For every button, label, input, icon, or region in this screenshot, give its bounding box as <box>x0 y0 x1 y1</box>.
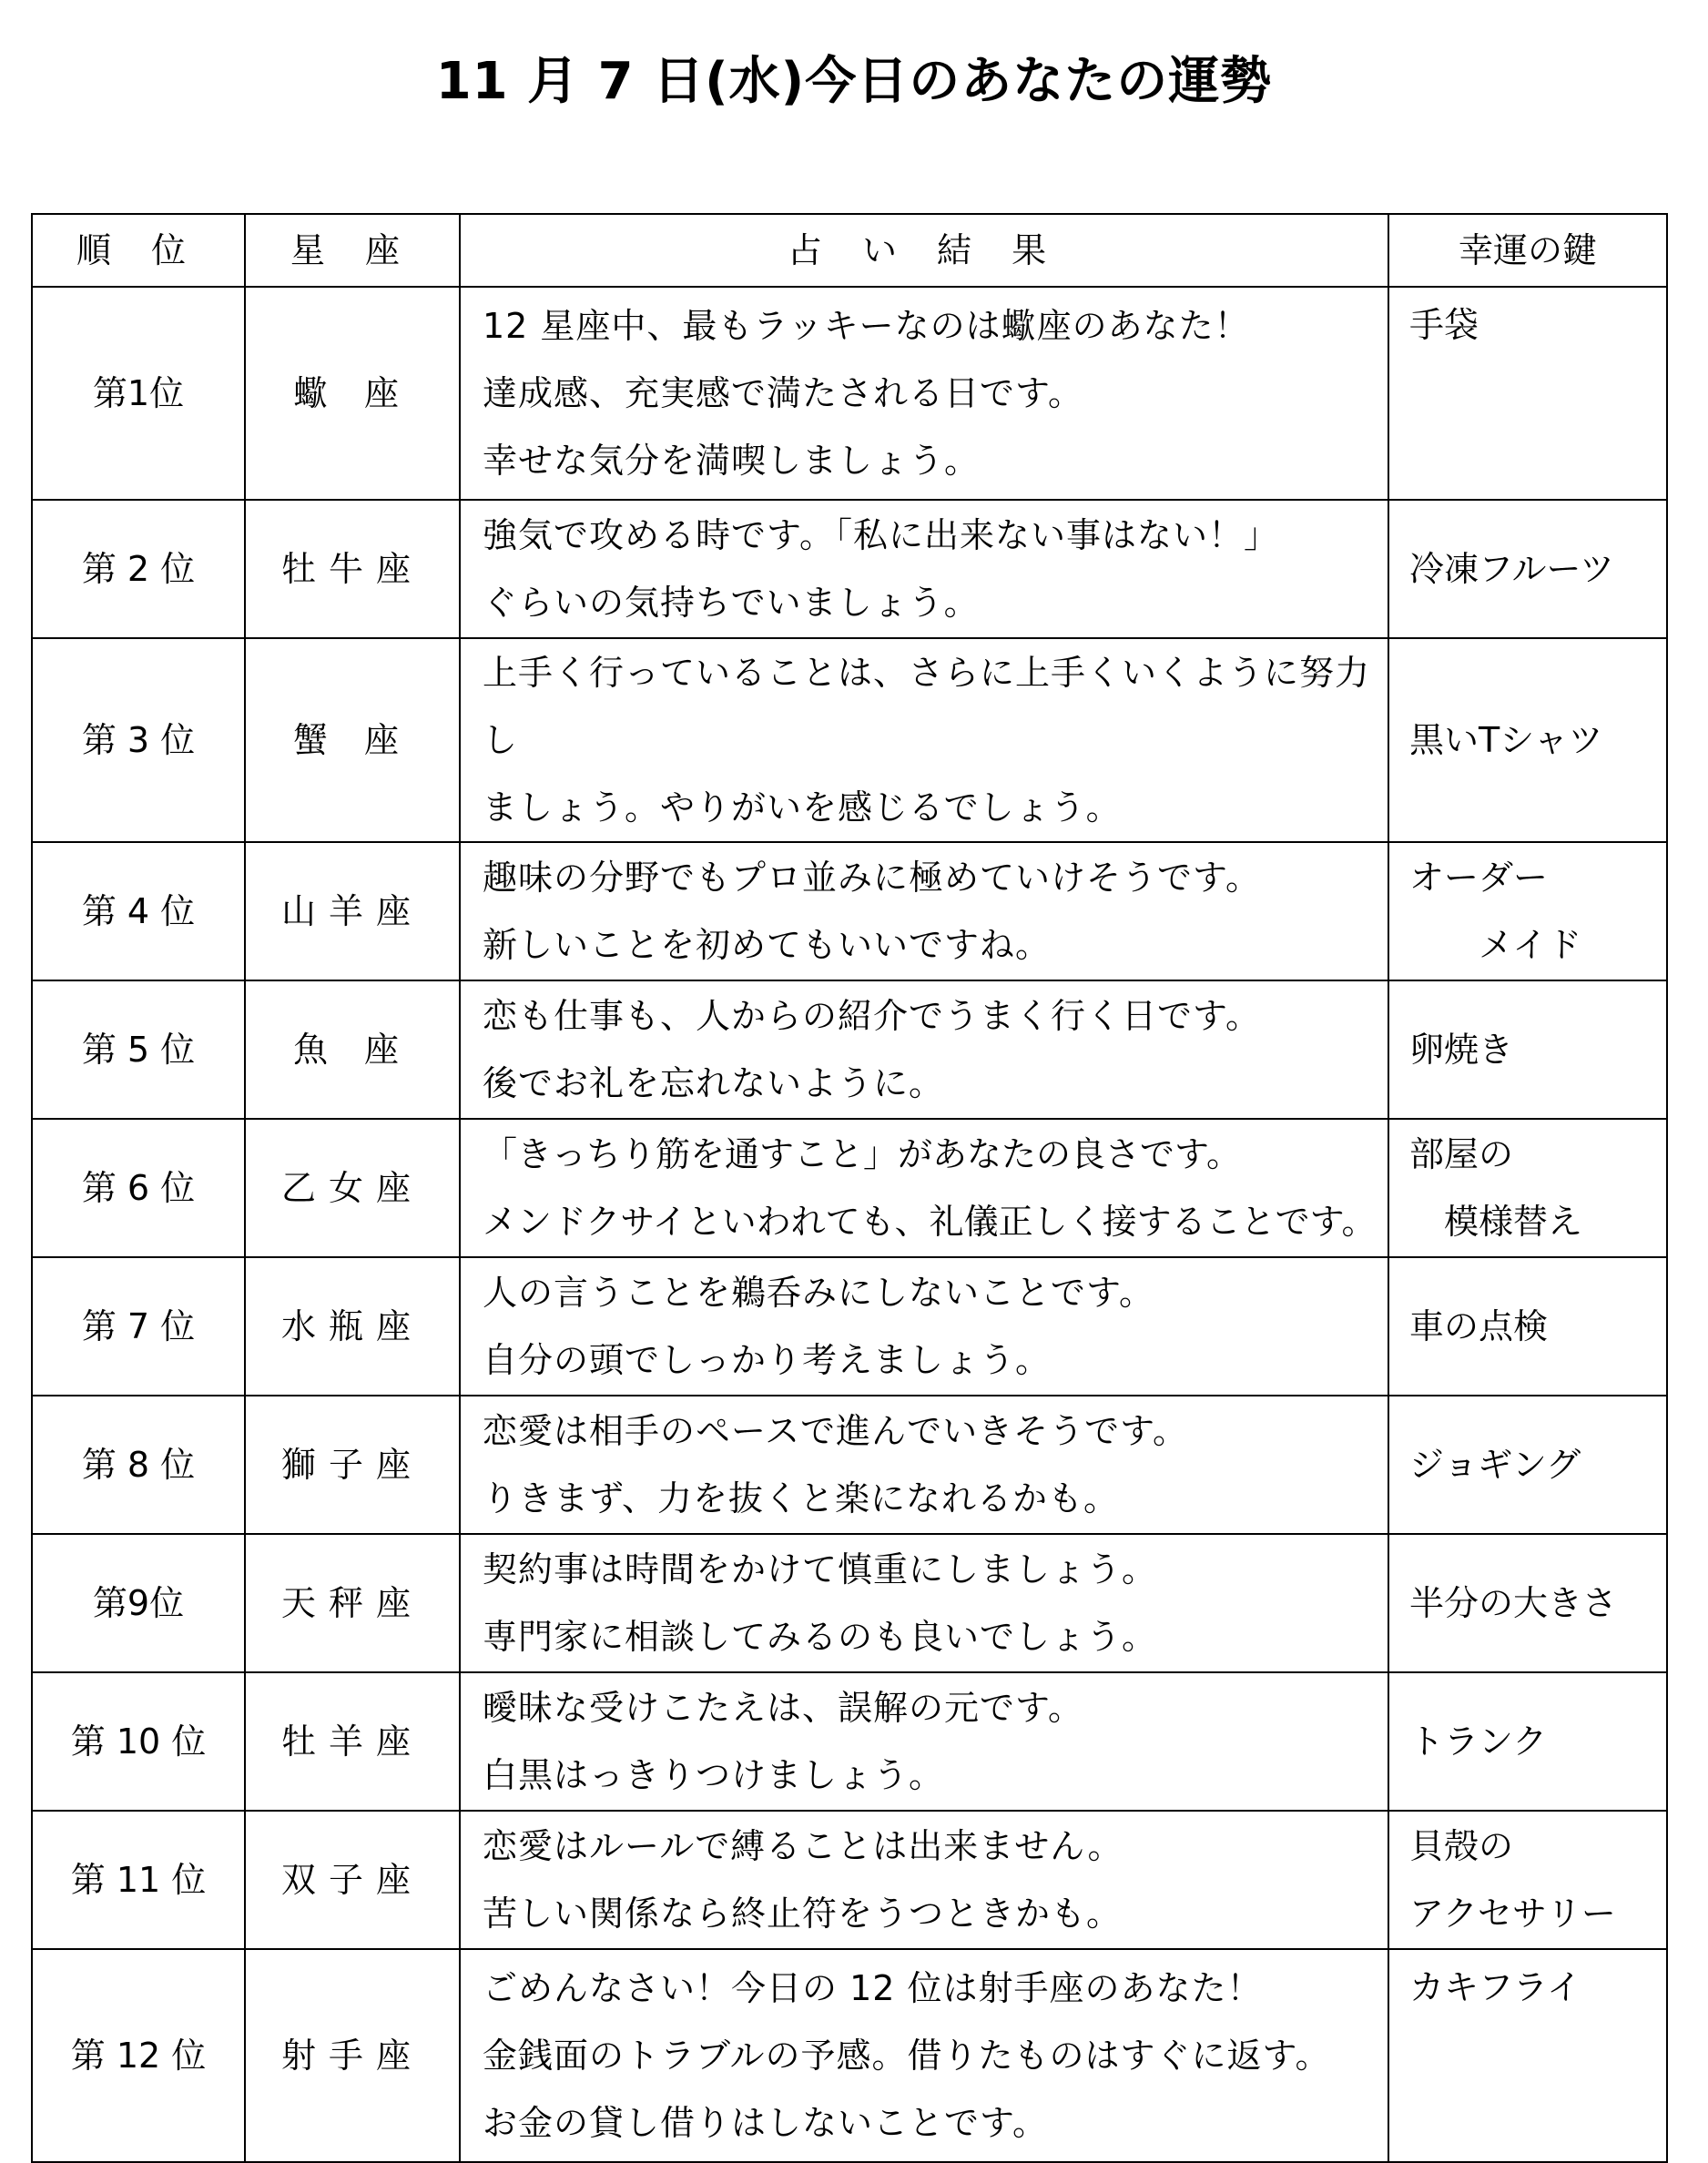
rank-cell: 第 12 位 <box>32 1949 245 2162</box>
result-cell: 強気で攻める時です。「私に出来ない事はない！」 ぐらいの気持ちでいましょう。 <box>460 500 1388 638</box>
rank-cell: 第9位 <box>32 1534 245 1672</box>
lucky-key-cell: 部屋の 模様替え <box>1388 1119 1667 1257</box>
sign-cell: 蠍 座 <box>245 287 460 500</box>
lucky-key-cell: 貝殻の アクセサリー <box>1388 1811 1667 1949</box>
table-row <box>32 1534 1667 1672</box>
table-row <box>32 1119 1667 1257</box>
lucky-key-cell: 半分の大きさ <box>1388 1534 1667 1672</box>
table-row <box>32 1257 1667 1396</box>
rank-cell: 第 10 位 <box>32 1672 245 1811</box>
table-row <box>32 1949 1667 2162</box>
sign-cell: 蟹 座 <box>245 638 460 842</box>
sign-cell: 牡牛座 <box>245 500 460 638</box>
header-result: 占 い 結 果 <box>460 214 1388 287</box>
result-cell: 契約事は時間をかけて慎重にしましょう。 専門家に相談してみるのも良いでしょう。 <box>460 1534 1388 1672</box>
rank-cell: 第1位 <box>32 287 245 500</box>
table-row <box>32 1811 1667 1949</box>
sign-cell: 天秤座 <box>245 1534 460 1672</box>
result-cell: 恋も仕事も、人からの紹介でうまく行く日です。 後でお礼を忘れないように。 <box>460 980 1388 1119</box>
result-cell: 人の言うことを鵜呑みにしないことです。 自分の頭でしっかり考えましょう。 <box>460 1257 1388 1396</box>
result-cell: 12 星座中、最もラッキーなのは蠍座のあなた！ 達成感、充実感で満たされる日です。 幸せな気分を満喫しましょう。 <box>460 287 1388 500</box>
lucky-key-cell: 冷凍フルーツ <box>1388 500 1667 638</box>
table-row <box>32 1672 1667 1811</box>
rank-cell: 第 5 位 <box>32 980 245 1119</box>
sign-cell: 乙女座 <box>245 1119 460 1257</box>
rank-cell: 第 8 位 <box>32 1396 245 1534</box>
lucky-key-cell: オーダー メイド <box>1388 842 1667 980</box>
rank-cell: 第 11 位 <box>32 1811 245 1949</box>
table-row <box>32 638 1667 842</box>
table-header-row <box>32 214 1667 287</box>
table-row <box>32 287 1667 500</box>
header-lucky-key: 幸運の鍵 <box>1388 214 1667 287</box>
lucky-key-cell: カキフライ <box>1388 1949 1667 2162</box>
result-cell: 恋愛はルールで縛ることは出来ません。 苦しい関係なら終止符をうつときかも。 <box>460 1811 1388 1949</box>
rank-cell: 第 4 位 <box>32 842 245 980</box>
result-cell: ごめんなさい！今日の 12 位は射手座のあなた！ 金銭面のトラブルの予感。借りたものはすぐに返す。 お金の貸し借りはしないことです。 <box>460 1949 1388 2162</box>
rank-cell: 第 2 位 <box>32 500 245 638</box>
table-row <box>32 500 1667 638</box>
header-sign: 星 座 <box>245 214 460 287</box>
sign-cell: 牡羊座 <box>245 1672 460 1811</box>
lucky-key-cell: 車の点検 <box>1388 1257 1667 1396</box>
result-cell: 曖昧な受けこたえは、誤解の元です。 白黒はっきりつけましょう。 <box>460 1672 1388 1811</box>
sign-cell: 魚 座 <box>245 980 460 1119</box>
sign-cell: 双子座 <box>245 1811 460 1949</box>
result-cell: 上手く行っていることは、さらに上手くいくように努力し ましょう。やりがいを感じるでしょう。 <box>460 638 1388 842</box>
table-row <box>32 842 1667 980</box>
sign-cell: 射手座 <box>245 1949 460 2162</box>
header-rank: 順 位 <box>32 214 245 287</box>
lucky-key-cell: トランク <box>1388 1672 1667 1811</box>
sign-cell: 水瓶座 <box>245 1257 460 1396</box>
sign-cell: 獅子座 <box>245 1396 460 1534</box>
lucky-key-cell: 黒いTシャツ <box>1388 638 1667 842</box>
result-cell: 恋愛は相手のペースで進んでいきそうです。 りきまず、力を抜くと楽になれるかも。 <box>460 1396 1388 1534</box>
lucky-key-cell: ジョギング <box>1388 1396 1667 1534</box>
result-cell: 「きっちり筋を通すこと」があなたの良さです。 メンドクサイといわれても、礼儀正しく接することです。 <box>460 1119 1388 1257</box>
fortune-table <box>31 213 1668 2163</box>
table-row <box>32 1396 1667 1534</box>
rank-cell: 第 7 位 <box>32 1257 245 1396</box>
page-title: 11 月 7 日(水)今日のあなたの運勢 <box>435 52 1273 111</box>
rank-cell: 第 6 位 <box>32 1119 245 1257</box>
lucky-key-cell: 手袋 <box>1388 287 1667 500</box>
sign-cell: 山羊座 <box>245 842 460 980</box>
table-row <box>32 980 1667 1119</box>
lucky-key-cell: 卵焼き <box>1388 980 1667 1119</box>
result-cell: 趣味の分野でもプロ並みに極めていけそうです。 新しいことを初めてもいいですね。 <box>460 842 1388 980</box>
rank-cell: 第 3 位 <box>32 638 245 842</box>
